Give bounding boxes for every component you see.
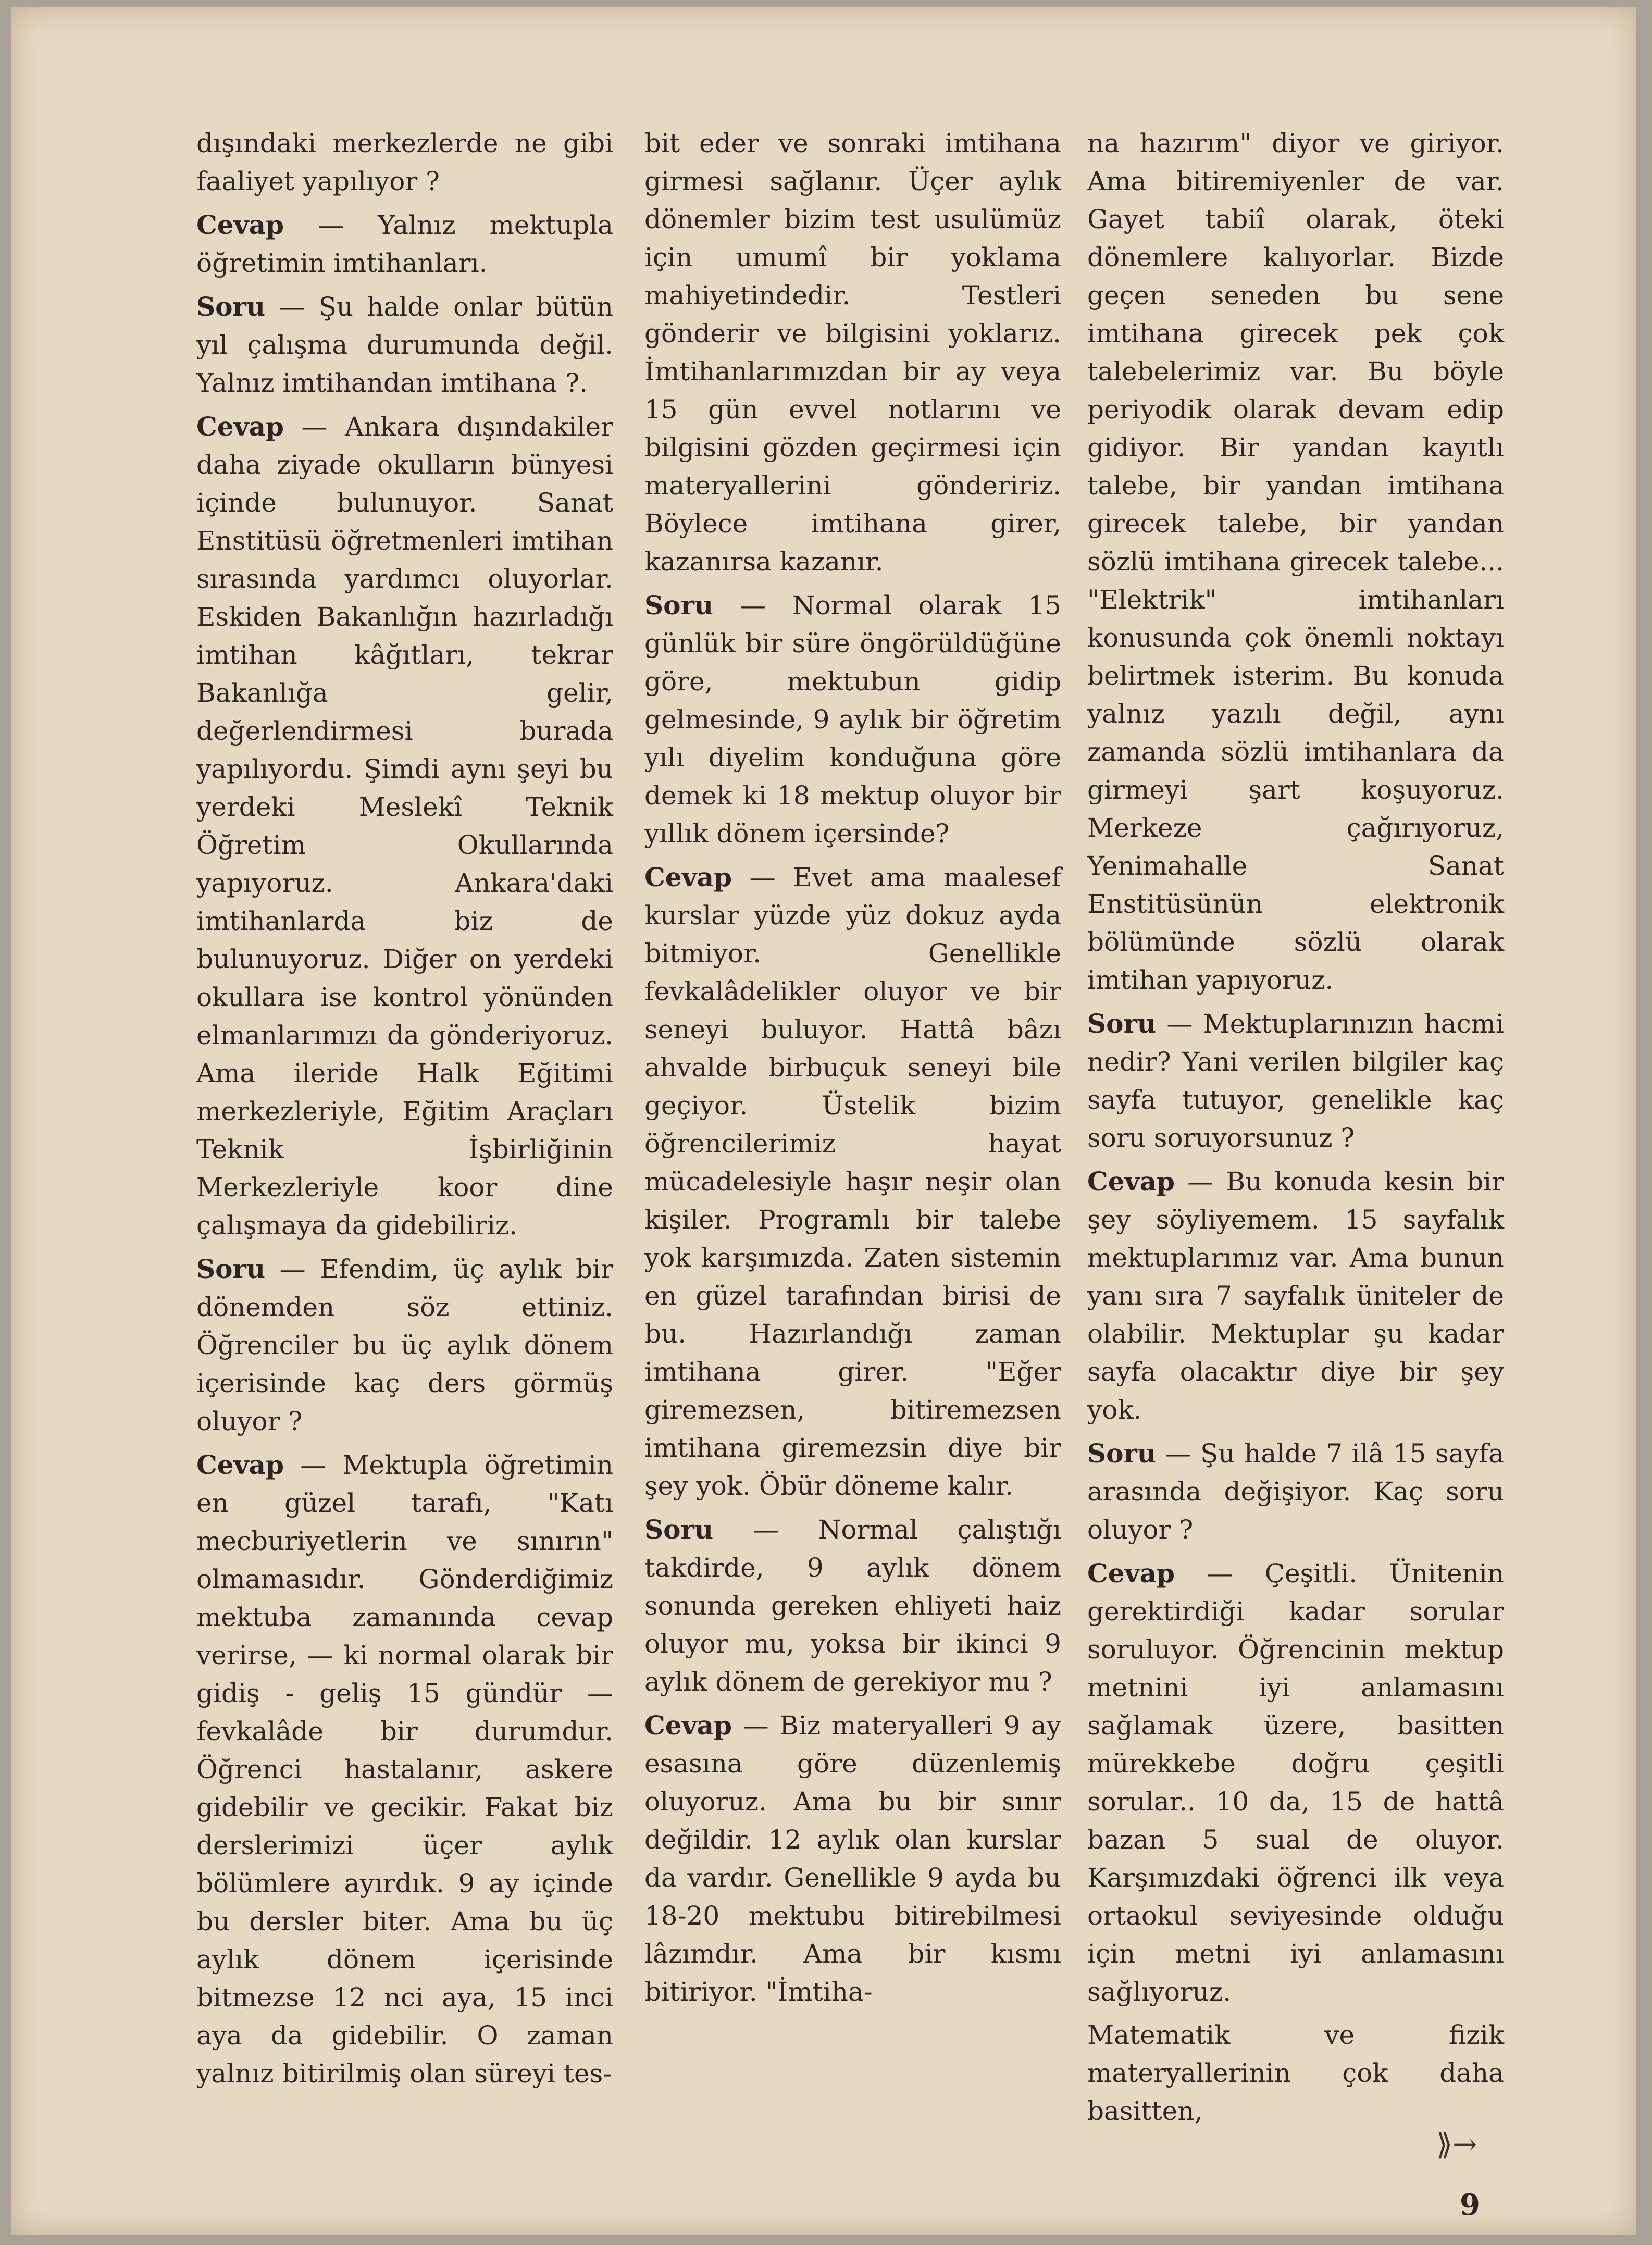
question-label: Soru [1087,1438,1157,1469]
answer-label: Cevap [196,1449,284,1480]
paragraph [644,1706,1061,2011]
question-label: Soru [196,291,266,322]
answer-label: Cevap [644,862,732,892]
paragraph [1087,1004,1504,1157]
paragraph-text: — Normal olarak 15 günlük bir süre öngörüldüğüne göre, mektubun gidip gelmesinde, 9 aylık bir öğretim yılı diyelim konduğuna göre demek ki 18 mektup oluyor bir yıllık dönem içersinde? [644,590,1061,849]
paragraph [196,1446,613,2093]
paragraph-text: — Mektupla öğretimin en güzel tarafı, "Katı mecburiyetlerin ve sınırın" olmamasıdır. Gönderdiğimiz mektuba zamanında cevap verirse, — ki normal olarak bir gidiş - geliş 15 gündür — fevkalâde bir durumdur. Öğrenci hastalanır, askere gidebilir ve gecikir. Fakat biz derslerimizi üçer aylık bölümlere ayırdık. 9 ay içinde bu dersler biter. Ama bu üç aylık dönem içerisinde bitmezse 12 nci aya, 15 inci aya da gidebilir. O zaman yalnız bitirilmiş olan süreyi tes- [196,1450,613,2089]
text-column-1 [196,125,613,2098]
paragraph [1087,125,1504,999]
paragraph [196,288,613,402]
continuation-arrow-icon: ⟫→ [1436,2128,1477,2162]
paragraph [196,125,613,201]
paragraph-text: Matematik ve fizik materyallerinin çok daha basitten, [1087,2020,1504,2126]
paragraph-text: — Evet ama maalesef kurslar yüzde yüz dokuz ayda bitmiyor. Genellikle fevkalâdelikler oluyor ve bir seneyi buluyor. Hattâ bâzı ahvalde birbuçuk seneyi bile geçiyor. Üstelik bizim öğrencilerimiz hayat mücadelesiyle haşır neşir olan kişiler. Programlı bir talebe yok karşımızda. Zaten sistemin en güzel tarafından birisi de bu. Hazırlandığı zaman imtihana girer. "Eğer giremezsen, bitiremezsen imtihana giremezsin diye bir şey yok. Öbür döneme kalır. [644,862,1061,1501]
paragraph-text: — Çeşitli. Ünitenin gerektirdiği kadar sorular soruluyor. Öğrencinin mektup metnini iyi anlamasını sağlamak üzere, basitten mürekkebe doğru çeşitli sorular.. 10 da, 15 de hattâ bazan 5 sual de oluyor. Karşımızdaki öğrenci ilk veya ortaokul seviyesinde olduğu için metni iyi anlamasını sağlıyoruz. [1087,1558,1504,2007]
paragraph [196,407,613,1245]
paragraph-text: — Efendim, üç aylık bir dönemden söz ettiniz. Öğrenciler bu üç aylık dönem içerisinde kaç ders görmüş oluyor ? [196,1254,613,1436]
paragraph-text: — Normal çalıştığı takdirde, 9 aylık dönem sonunda gereken ehliyeti haiz oluyor mu, yoksa bir ikinci 9 aylık dönem de gerekiyor mu ? [644,1515,1061,1697]
paragraph [196,1250,613,1441]
paragraph-text: — Mektuplarınızın hacmi nedir? Yani verilen bilgiler kaç sayfa tutuyor, genelikle kaç soru soruyorsunuz ? [1087,1009,1504,1153]
paragraph-text: — Ankara dışındakiler daha ziyade okulların bünyesi içinde bulunuyor. Sanat Enstitüsü öğretmenleri imtihan sırasında yardımcı oluyorlar. Eskiden Bakanlığın hazırladığı imtihan kâğıtları, tekrar Bakanlığa gelir, değerlendirmesi burada yapılıyordu. Şimdi aynı şeyi bu yerdeki Meslekî Teknik Öğretim Okullarında yapıyoruz. Ankara'daki imtihanlarda biz de bulunuyoruz. Diğer on yerdeki okullara ise kontrol yönünden elmanlarımızı da gönderiyoruz. Ama ileride Halk Eğitimi merkezleriyle, Eğitim Araçları Teknik İşbirliğinin Merkezleriyle koor dine çalışmaya da gidebiliriz. [196,412,613,1241]
paragraph-text: dışındaki merkezlerde ne gibi faaliyet yapılıyor ? [196,128,613,196]
page-number: 9 [1460,2188,1480,2222]
paragraph-text: — Biz materyalleri 9 ay esasına göre düzenlemiş oluyoruz. Ama bu bir sınır değildir. 12 aylık olan kurslar da vardır. Genellikle 9 ayda bu 18-20 mektubu bitirebilmesi lâzımdır. Ama bir kısmı bitiriyor. "İmtiha- [644,1710,1061,2007]
text-column-3 [1087,125,1504,2136]
paragraph-text: — Bu konuda kesin bir şey söyliyemem. 15 sayfalık mektuplarımız var. Ama bunun yanı sıra 7 sayfalık üniteler de olabilir. Mektuplar şu kadar sayfa olacaktır diye bir şey yok. [1087,1167,1504,1425]
answer-label: Cevap [196,411,284,442]
paragraph [644,125,1061,581]
paragraph [644,586,1061,853]
paragraph [1087,1434,1504,1549]
answer-label: Cevap [1087,1166,1175,1197]
document-page [11,7,1636,2235]
paragraph [1087,2016,1504,2130]
answer-label: Cevap [644,1710,732,1741]
paragraph-text: — Yalnız mektupla öğretimin imtihanları. [196,210,613,278]
text-column-2 [644,125,1061,2016]
paragraph-text: — Şu halde onlar bütün yıl çalışma durumunda değil. Yalnız imtihandan imtihana ?. [196,292,613,398]
paragraph-text: na hazırım" diyor ve giriyor. Ama bitiremiyenler de var. Gayet tabiî olarak, öteki dönemlere kalıyorlar. Bizde geçen seneden bu sene imtihana girecek pek çok talebelerimiz var. Bu böyle periyodik olarak devam edip gidiyor. Bir yandan kayıtlı talebe, bir yandan imtihana girecek talebe, bir yandan sözlü imtihana girecek talebe... "Elektrik" imtihanları konusunda çok önemli noktayı belirtmek isterim. Bu konuda yalnız yazılı değil, aynı zamanda sözlü imtihanlara da girmeyi şart koşuyoruz. Merkeze çağırıyoruz, Yenimahalle Sanat Enstitüsünün elektronik bölümünde sözlü olarak imtihan yapıyoruz. [1087,128,1504,995]
question-label: Soru [1087,1008,1157,1039]
paragraph [1087,1162,1504,1429]
question-label: Soru [644,1514,714,1545]
paragraph-text: — Şu halde 7 ilâ 15 sayfa arasında değişiyor. Kaç soru oluyor ? [1087,1438,1504,1545]
question-label: Soru [644,590,714,621]
paragraph-text: bit eder ve sonraki imtihana girmesi sağlanır. Üçer aylık dönemler bizim test usulümüz için umumî bir yoklama mahiyetindedir. Testleri gönderir ve bilgisini yoklarız. İmtihanlarımızdan bir ay veya 15 gün evvel notlarını ve bilgisini gözden geçirmesi için materyallerini göndeririz. Böylece imtihana girer, kazanırsa kazanır. [644,128,1061,577]
answer-label: Cevap [1087,1558,1175,1589]
paragraph [196,206,613,282]
paragraph [644,858,1061,1505]
answer-label: Cevap [196,209,284,240]
paragraph [644,1510,1061,1701]
paragraph [1087,1554,1504,2011]
question-label: Soru [196,1254,266,1284]
